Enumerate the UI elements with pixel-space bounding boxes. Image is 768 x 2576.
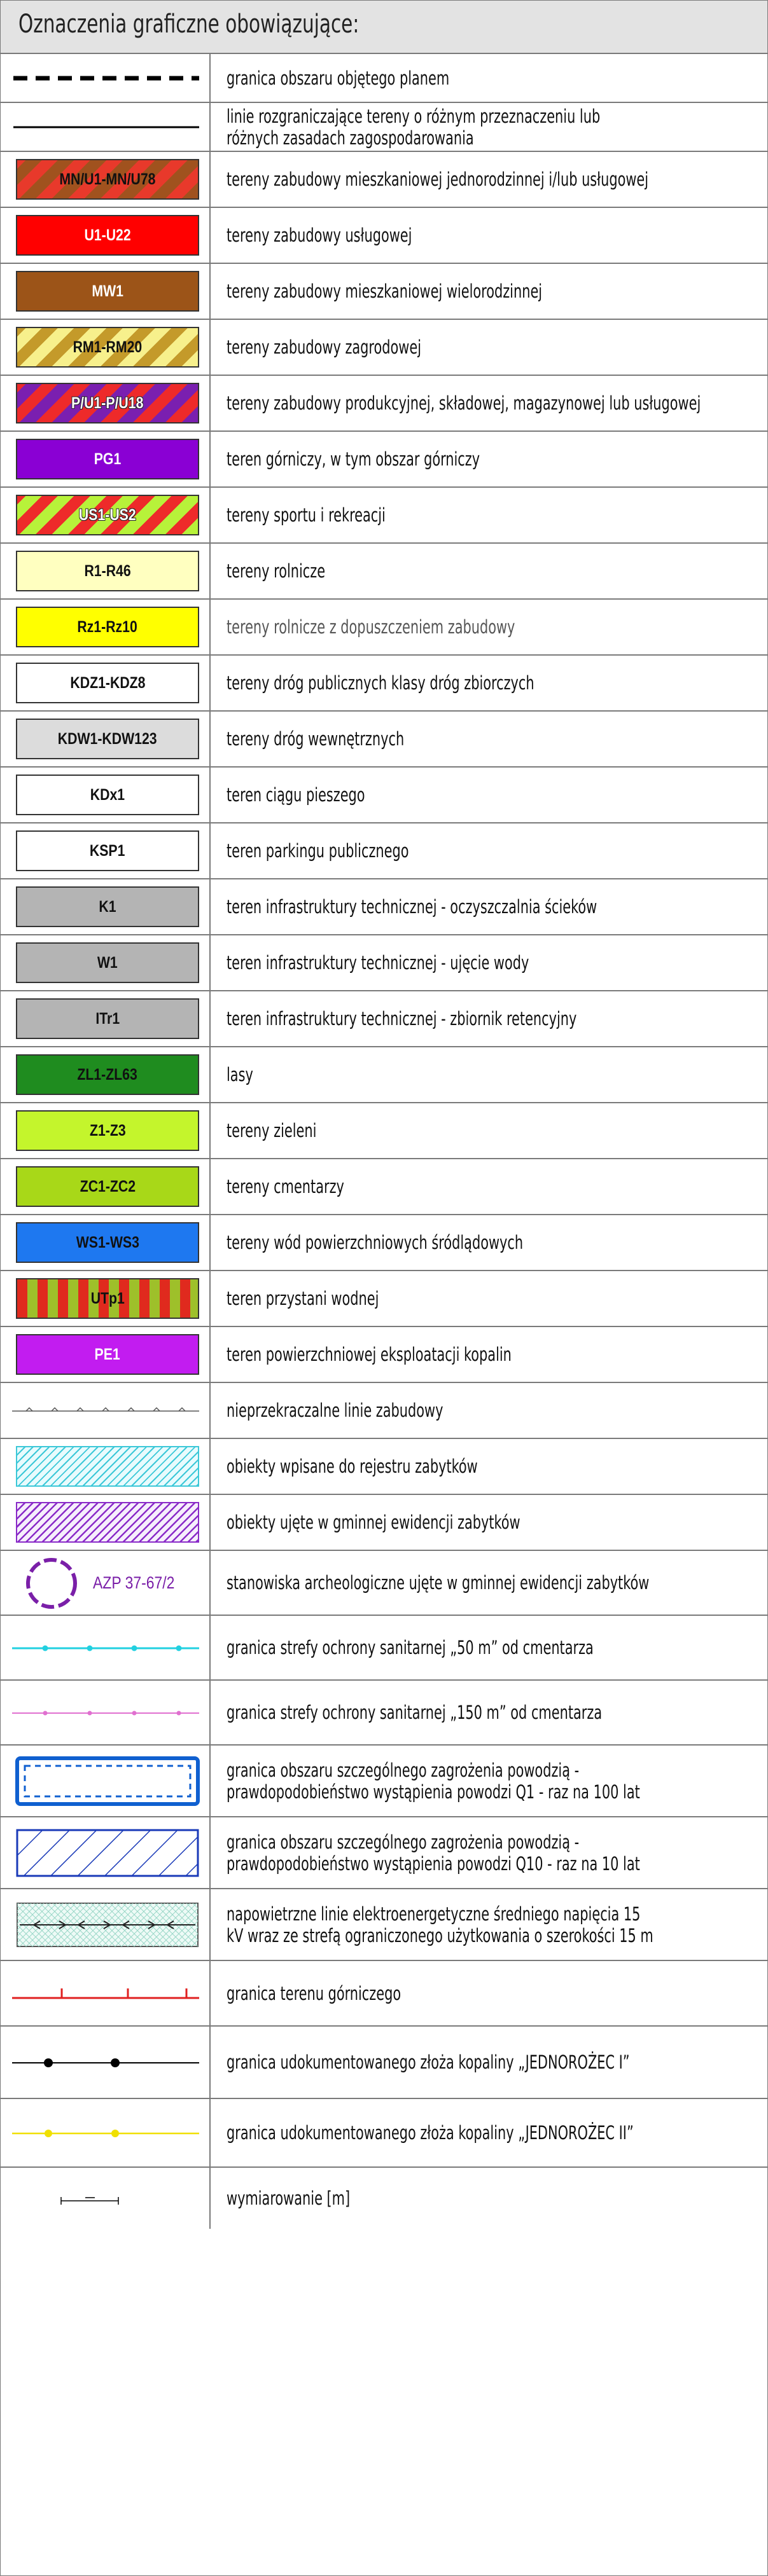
legend-description: tereny dróg publicznych klasy dróg zbiorczych <box>227 672 534 694</box>
zc-swatch <box>16 1166 199 1207</box>
legend-row-dividing-lines <box>1 103 767 152</box>
legend-description: tereny zabudowy produkcyjnej, składowej, magazynowej lub usługowej <box>227 392 701 414</box>
legend-row-flood-q1 <box>1 1746 767 1817</box>
zl-swatch <box>16 1054 199 1095</box>
legend-row-pu <box>1 376 767 432</box>
archaeological-site-symbol <box>1 1551 211 1615</box>
legend-row-kdw <box>1 712 767 768</box>
legend-row-pg <box>1 432 767 488</box>
legend-code: U1-U22 <box>84 226 131 244</box>
legend-row-kdx <box>1 768 767 823</box>
legend-description: tereny wód powierzchniowych śródlądowych <box>227 1232 524 1253</box>
legend-description: teren ciągu pieszego <box>227 784 365 806</box>
legend-description: tereny rolnicze <box>227 560 326 582</box>
legend-description: teren górniczy, w tym obszar górniczy <box>227 448 480 470</box>
legend-description: nieprzekraczalne linie zabudowy <box>227 1400 443 1421</box>
municipal-monument-swatch <box>16 1502 199 1543</box>
deposit-2-symbol <box>1 2099 211 2166</box>
itr-swatch <box>16 998 199 1039</box>
legend-code: PE1 <box>94 1345 121 1363</box>
legend-row-k <box>1 879 767 935</box>
legend-row-power-lines <box>1 1889 767 1961</box>
legend-row-mw <box>1 264 767 320</box>
legend-row-zc <box>1 1159 767 1215</box>
legend-row-itr <box>1 991 767 1047</box>
kdw-swatch <box>16 719 199 759</box>
mw-swatch <box>16 271 199 312</box>
registered-monument-swatch <box>16 1446 199 1487</box>
legend-row-pe <box>1 1327 767 1383</box>
flood-q1-symbol <box>1 1746 211 1816</box>
pe-swatch <box>16 1334 199 1375</box>
legend-description: teren infrastruktury technicznej - zbiornik retencyjny <box>227 1008 577 1030</box>
legend-code: KDx1 <box>90 785 125 804</box>
legend-code: US1-US2 <box>79 506 136 524</box>
legend-row-deposit-2 <box>1 2099 767 2168</box>
legend-row-municipal-monuments <box>1 1495 767 1551</box>
legend-row-u <box>1 208 767 264</box>
archaeological-site-code: AZP 37-67/2 <box>93 1573 175 1592</box>
mnu-swatch <box>16 159 199 200</box>
legend-row-kdz <box>1 656 767 712</box>
legend-row-sanitary-150m <box>1 1681 767 1746</box>
legend-row-zl <box>1 1047 767 1103</box>
legend-code: MN/U1-MN/U78 <box>59 170 156 188</box>
legend-description: tereny sportu i rekreacji <box>227 504 386 526</box>
mining-boundary-symbol <box>1 1961 211 2025</box>
legend-description: obiekty wpisane do rejestru zabytków <box>227 1456 478 1477</box>
legend-description: tereny dróg wewnętrznych <box>227 728 405 750</box>
legend-description: teren parkingu publicznego <box>227 840 409 862</box>
kdz-swatch <box>16 663 199 703</box>
legend-description: teren przystani wodnej <box>227 1288 379 1309</box>
legend-header <box>1 1 767 54</box>
legend-description: tereny zieleni <box>227 1120 317 1141</box>
dividing-line-symbol <box>1 103 211 151</box>
legend-code: W1 <box>97 953 118 972</box>
legend-description: obiekty ujęte w gminnej ewidencji zabytków <box>227 1512 520 1533</box>
utp-swatch <box>16 1278 199 1319</box>
legend-row-deposit-1 <box>1 2027 767 2099</box>
legend-row-plan-boundary <box>1 54 767 103</box>
legend-row-z <box>1 1103 767 1159</box>
legend-code: R1-R46 <box>84 561 131 580</box>
rm-swatch <box>16 327 199 368</box>
legend-description: granica strefy ochrony sanitarnej „150 m” od cmentarza <box>227 1702 603 1723</box>
sanitary-50m-symbol <box>1 1616 211 1679</box>
u-swatch <box>16 215 199 256</box>
ws-swatch <box>16 1222 199 1263</box>
legend-row-building-lines <box>1 1383 767 1439</box>
legend-row-w <box>1 935 767 991</box>
legend-row-ws <box>1 1215 767 1271</box>
legend-code: KSP1 <box>90 841 125 860</box>
legend-row-us <box>1 488 767 544</box>
legend-description: tereny zabudowy mieszkaniowej wielorodzinnej <box>227 280 543 302</box>
r-swatch <box>16 551 199 591</box>
legend-code: P/U1-P/U18 <box>71 394 144 412</box>
z-swatch <box>16 1110 199 1151</box>
legend-description: stanowiska archeologiczne ujęte w gminnej ewidencji zabytków <box>227 1572 650 1594</box>
legend-row-ksp <box>1 823 767 879</box>
legend-code: ZL1-ZL63 <box>77 1065 138 1084</box>
legend-description: tereny rolnicze z dopuszczeniem zabudowy <box>227 616 515 638</box>
legend-description: teren powierzchniowej eksploatacji kopalin <box>227 1344 512 1365</box>
power-line-symbol <box>1 1889 211 1960</box>
legend-title: Oznaczenia graficzne obowiązujące: <box>18 10 360 39</box>
legend-description: granica terenu górniczego <box>227 1982 401 2004</box>
legend-code: ZC1-ZC2 <box>80 1177 136 1195</box>
legend-code: KDZ1-KDZ8 <box>69 673 146 692</box>
w-swatch <box>16 942 199 983</box>
legend-code: PG1 <box>94 450 122 468</box>
legend-description: lasy <box>227 1064 253 1085</box>
legend-code: Z1-Z3 <box>89 1121 126 1140</box>
legend-description: granica udokumentowanego złoża kopaliny „JEDNOROŻEC I” <box>227 2051 630 2073</box>
legend-row-dimensioning <box>1 2168 767 2229</box>
legend-description: wymiarowanie [m] <box>227 2187 351 2209</box>
plan-boundary-symbol <box>1 54 211 102</box>
legend-description: tereny zabudowy zagrodowej <box>227 336 422 358</box>
legend-row-mnu <box>1 152 767 208</box>
legend-row-rm <box>1 320 767 376</box>
pu-swatch <box>16 383 199 424</box>
legend-description: granica udokumentowanego złoża kopaliny „JEDNOROŻEC II” <box>227 2122 634 2144</box>
legend-description: granica obszaru szczególnego zagrożenia powodzią - prawdopodobieństwo wystąpienia powodzi Q1 - raz na 100 lat <box>227 1759 640 1803</box>
legend-description: napowietrzne linie elektroenergetyczne średniego napięcia 15 kV wraz ze strefą ograniczonego użytkowania o szerokości 15 m <box>227 1903 653 1946</box>
legend-row-archaeological <box>1 1551 767 1616</box>
legend-code: UTp1 <box>90 1289 125 1307</box>
legend-description: granica strefy ochrony sanitarnej „50 m” od cmentarza <box>227 1637 594 1658</box>
legend-row-r <box>1 544 767 600</box>
us-swatch <box>16 495 199 535</box>
legend-code: RM1-RM20 <box>73 338 143 356</box>
legend-row-flood-q10 <box>1 1817 767 1889</box>
kdx-swatch <box>16 775 199 815</box>
legend-code: ITr1 <box>95 1009 120 1028</box>
legend-description: granica obszaru szczególnego zagrożenia powodzią - prawdopodobieństwo wystąpienia powodzi Q10 - raz na 10 lat <box>227 1831 640 1875</box>
rz-swatch <box>16 607 199 647</box>
legend-code: KDW1-KDW123 <box>58 729 157 748</box>
legend-description: teren infrastruktury technicznej - ujęcie wody <box>227 952 529 974</box>
legend-row-sanitary-50m <box>1 1616 767 1681</box>
dimensioning-symbol <box>1 2168 211 2229</box>
legend-description: linie rozgraniczające tereny o różnym przeznaczeniu lub różnych zasadach zagospodarowania <box>227 105 601 149</box>
legend-row-mining-boundary <box>1 1961 767 2027</box>
sanitary-150m-symbol <box>1 1681 211 1744</box>
k-swatch <box>16 886 199 927</box>
legend-code: Rz1-Rz10 <box>77 617 138 636</box>
legend-description: tereny cmentarzy <box>227 1176 344 1197</box>
legend-description: tereny zabudowy mieszkaniowej jednorodzinnej i/lub usługowej <box>227 169 649 190</box>
legend-code: WS1-WS3 <box>76 1233 139 1251</box>
pg-swatch <box>16 439 199 479</box>
flood-q10-symbol <box>1 1817 211 1888</box>
legend-code: K1 <box>99 897 116 916</box>
legend-row-registered-monuments <box>1 1439 767 1495</box>
legend-description: teren infrastruktury technicznej - oczyszczalnia ścieków <box>227 896 597 918</box>
legend-description: granica obszaru objętego planem <box>227 67 450 89</box>
ksp-swatch <box>16 830 199 871</box>
legend-row-rz <box>1 600 767 656</box>
legend-code: MW1 <box>92 282 123 300</box>
legend-row-utp <box>1 1271 767 1327</box>
deposit-1-symbol <box>1 2027 211 2098</box>
building-line-symbol <box>1 1383 211 1438</box>
legend-description: tereny zabudowy usługowej <box>227 224 412 246</box>
